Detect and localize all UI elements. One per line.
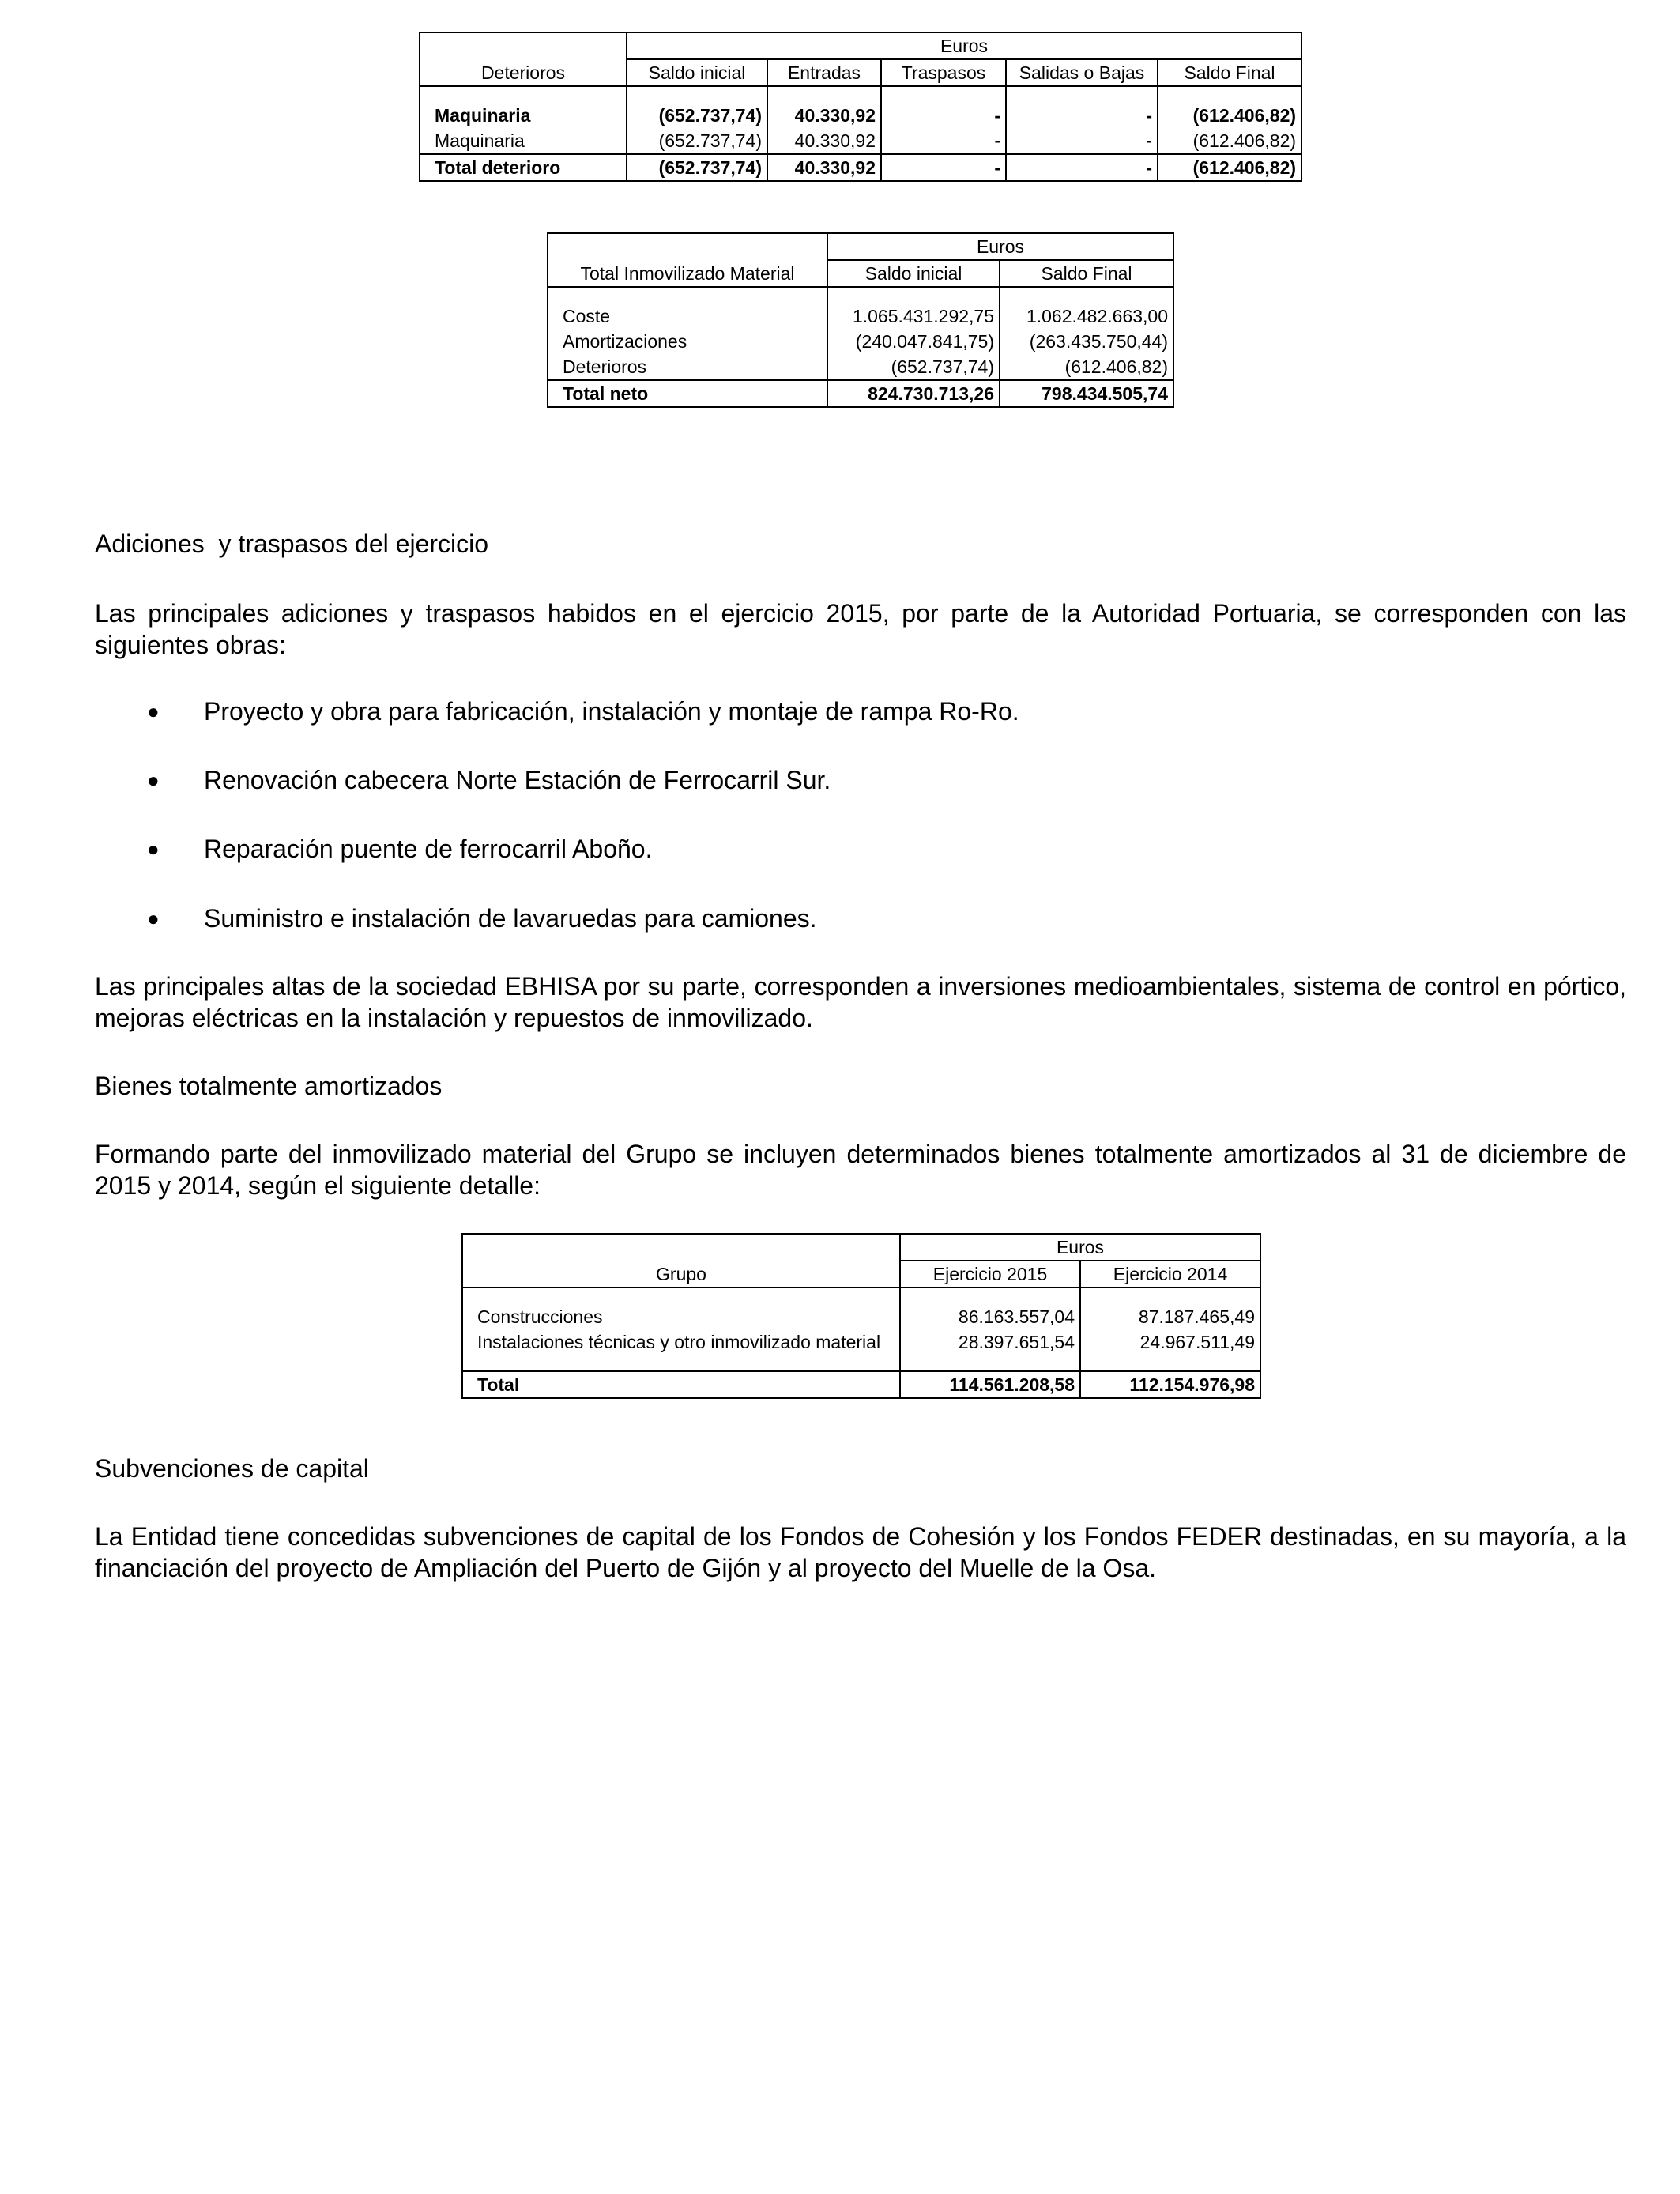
currency-header: Euros [900,1234,1260,1261]
table-corner [548,233,827,260]
bullet-icon: ● [147,837,160,861]
table-row [462,1304,1260,1329]
cell: 86.163.557,04 [900,1304,1080,1329]
cell: 40.330,92 [767,128,881,154]
impairment-table [419,32,1302,182]
row-label: Maquinaria [420,128,627,154]
paragraph: Las principales adiciones y traspasos habidos en el ejercicio 2015, por parte de la Autoridad Portuaria, se corresponden con las siguientes obras: [95,599,1626,659]
column-header: Ejercicio 2015 [900,1261,1080,1287]
paragraph: Formando parte del inmovilizado material del Grupo se incluyen determinados bienes totalmente amortizados al 31 de diciembre de 2015 y 2014, según el siguiente detalle: [95,1140,1626,1200]
column-header: Ejercicio 2014 [1080,1261,1260,1287]
row-label-header: Grupo [462,1261,900,1287]
table-row [420,128,1301,154]
bullet-icon: ● [147,768,160,792]
cell: - [1006,128,1158,154]
section-heading: Bienes totalmente amortizados [95,1072,443,1100]
cell: (612.406,82) [1158,154,1301,181]
table-row [462,1329,1260,1355]
row-label: Construcciones [462,1304,900,1329]
cell: (263.435.750,44) [1000,329,1173,354]
row-label: Coste [548,303,827,329]
cell: (652.737,74) [827,354,1000,380]
table-corner [462,1234,900,1261]
total-row [462,1371,1260,1398]
currency-header: Euros [827,233,1173,260]
table-row [548,329,1173,354]
cell: 40.330,92 [767,103,881,128]
cell: (652.737,74) [627,128,767,154]
row-label: Instalaciones técnicas y otro inmovilizado material [462,1329,900,1355]
cell: 824.730.713,26 [827,380,1000,407]
fixed-assets-summary-table [547,232,1174,408]
column-header: Saldo inicial [627,59,767,86]
cell: (612.406,82) [1158,103,1301,128]
total-label: Total deterioro [420,154,627,181]
bullet-icon: ● [147,907,160,930]
cell: - [1006,103,1158,128]
cell: 114.561.208,58 [900,1371,1080,1398]
section-heading: Adiciones y traspasos del ejercicio [95,530,489,558]
cell: 798.434.505,74 [1000,380,1173,407]
cell: - [881,128,1006,154]
table-row [548,354,1173,380]
table-row [548,303,1173,329]
cell: (612.406,82) [1000,354,1173,380]
total-label: Total [462,1371,900,1398]
fully-depreciated-assets-table [461,1233,1261,1399]
table-row [420,103,1301,128]
cell: 28.397.651,54 [900,1329,1080,1355]
cell: (240.047.841,75) [827,329,1000,354]
column-header: Saldo Final [1158,59,1301,86]
row-label: Maquinaria [420,103,627,128]
total-row [420,154,1301,181]
cell: - [1006,154,1158,181]
cell: (652.737,74) [627,103,767,128]
cell: 112.154.976,98 [1080,1371,1260,1398]
column-header: Entradas [767,59,881,86]
cell: - [881,103,1006,128]
cell: (652.737,74) [627,154,767,181]
total-row [548,380,1173,407]
total-label: Total neto [548,380,827,407]
cell: 24.967.511,49 [1080,1329,1260,1355]
row-label: Amortizaciones [548,329,827,354]
paragraph: Las principales altas de la sociedad EBHISA por su parte, corresponden a inversiones medioambientales, sistema de control en pórtico, mejoras eléctricas en la instalación y repuestos de inmovilizado. [95,972,1626,1032]
row-label: Deterioros [548,354,827,380]
currency-header: Euros [627,32,1301,59]
cell: - [881,154,1006,181]
cell: 1.065.431.292,75 [827,303,1000,329]
column-header: Salidas o Bajas [1006,59,1158,86]
row-label-header: Deterioros [420,59,627,86]
column-header: Saldo Final [1000,260,1173,287]
cell: 40.330,92 [767,154,881,181]
paragraph: La Entidad tiene concedidas subvenciones de capital de los Fondos de Cohesión y los Fondos FEDER destinadas, en su mayoría, a la financiación del proyecto de Ampliación del Puerto de Gijón y al proyecto del Muelle de la Osa. [95,1522,1626,1582]
table-corner [420,32,627,59]
row-label-header: Total Inmovilizado Material [548,260,827,287]
column-header: Traspasos [881,59,1006,86]
bullet-icon: ● [147,699,160,723]
column-header: Saldo inicial [827,260,1000,287]
cell: 87.187.465,49 [1080,1304,1260,1329]
section-heading: Subvenciones de capital [95,1454,369,1483]
cell: 1.062.482.663,00 [1000,303,1173,329]
cell: (612.406,82) [1158,128,1301,154]
